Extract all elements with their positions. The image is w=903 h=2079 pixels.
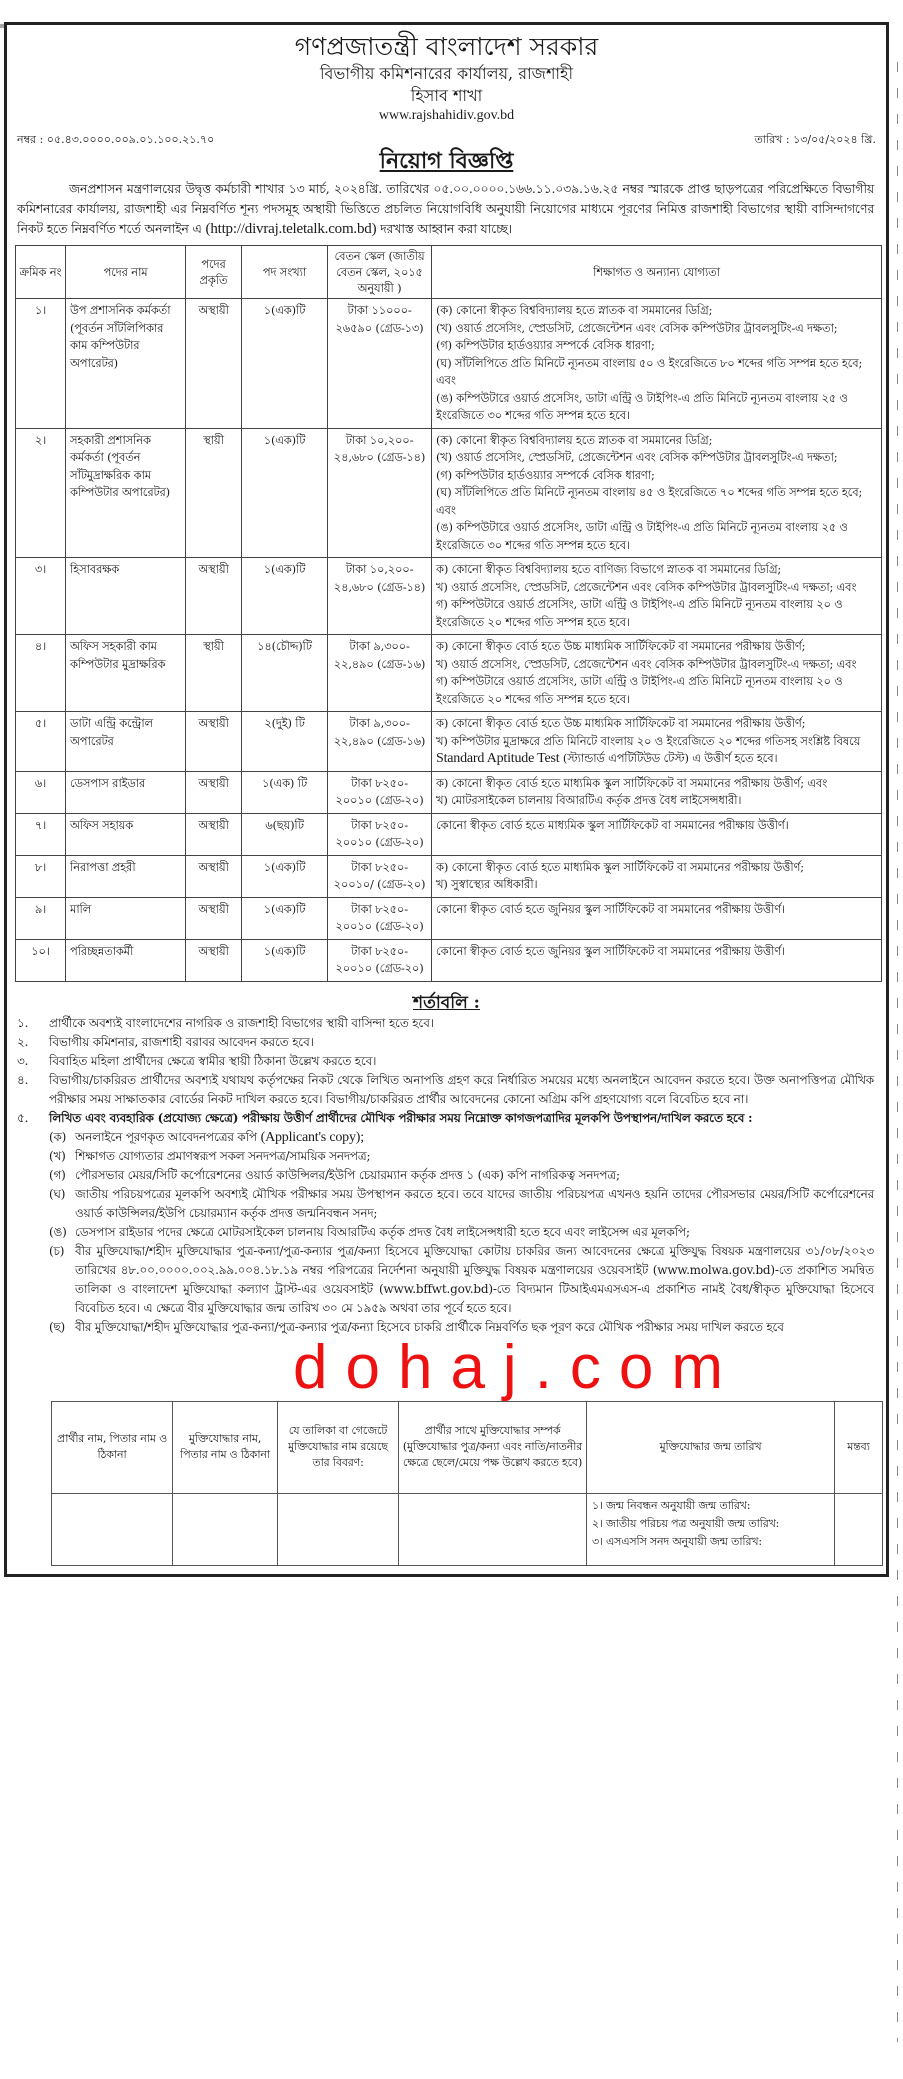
document-text-wrap — [75, 1223, 874, 1242]
qualification-item: কোনো স্বীকৃত বোর্ড হতে মাধ্যমিক স্কুল সার্টিফিকেট বা সমমানের পরীক্ষায় উত্তীর্ণ। — [436, 817, 789, 832]
cell-pay-scale: টাকা ৮২৫০- ২০০১০ (গ্রেড-২০) — [328, 897, 432, 939]
qualification-item: (ক) কোনো স্বীকৃত বিশ্ববিদ্যালয় হতে স্নাতক বা সমমানের ডিগ্রি; — [436, 432, 713, 447]
header-qualification: শিক্ষাগত ও অন্যান্য যোগ্যতা — [432, 246, 882, 299]
cell-pay-scale: টাকা ৯,৩০০- ২২,৪৯০ (গ্রেড-১৬) — [328, 635, 432, 712]
cell-serial: ২। — [16, 428, 66, 558]
condition-text — [49, 1014, 874, 1033]
cell-post-name: ডাটা এন্ট্রি কন্ট্রোল অপারেটর — [66, 712, 186, 772]
document-text-wrap — [75, 1166, 874, 1185]
office-name: বিভাগীয় কমিশনারের কার্যালয়, রাজশাহী — [319, 64, 574, 83]
cell-post-nature: অস্থায়ী — [186, 897, 242, 939]
document-text-english: (Applicant's copy); — [260, 1129, 364, 1145]
cell-post-count: ১(এক)টি — [242, 299, 328, 429]
document-text: পৌরসভার মেয়র/সিটি কর্পোরেশনের ওয়ার্ড কাউন্সিলর/ইউপি চেয়ারম্যান কর্তৃক প্রদত্ত ১ (এক) কপি নাগরিকত্ব সনদপত্র; — [75, 1167, 620, 1182]
required-document-item — [49, 1223, 874, 1242]
qualification-item: (ঙ) কম্পিউটারে ওয়ার্ড প্রসেসিং, ডাটা এন্ট্রি ও টাইপিং-এ প্রতি মিনিটে ন্যূনতম বাংলায় ২৫ ও ইংরেজিতে ৩০ শব্দের গতি সম্পন্ন হতে হবে। — [436, 390, 848, 422]
condition-text — [49, 1052, 874, 1071]
condition-text-body: বিবাহিত মহিলা প্রার্থীদের ক্ষেত্রে স্বামীর স্থায়ী ঠিকানা উল্লেখ করতে হবে। — [49, 1053, 377, 1068]
ff-cell-gazette[interactable] — [278, 1493, 399, 1565]
qualification-item: (ঘ) সাঁটলিপিতে প্রতি মিনিটে ন্যূনতম বাংলায় ৫০ ও ইংরেজিতে ৮০ শব্দের গতি সম্পন্ন হতে হবে; এবং — [436, 355, 863, 387]
cell-pay-scale: টাকা ১০,২০০- ২৪,৬৮০ (গ্রেড-১৪) — [328, 558, 432, 635]
cell-serial: ১০। — [16, 939, 66, 981]
document-text: শিক্ষাগত যোগ্যতার প্রমাণস্বরূপ সকল সনদপত্র/সাময়িক সনদপত্র; — [75, 1148, 371, 1163]
cell-post-name: অফিস সহকারী কাম কম্পিউটার মুদ্রাক্ষরিক — [66, 635, 186, 712]
header-post-count: পদ সংখ্যা — [242, 246, 328, 299]
qualification-item: (ঘ) সাঁটলিপিতে প্রতি মিনিটে ন্যূনতম বাংলায় ৪৫ ও ইংরেজিতে ৭০ শব্দের গতি সম্পন্ন হতে হবে; এবং — [436, 485, 863, 517]
cell-qualification — [432, 299, 882, 429]
cell-qualification — [432, 771, 882, 813]
condition-text-body: বিভাগীয় কমিশনার, রাজশাহী বরাবর আবেদন করতে হবে। — [49, 1034, 314, 1049]
qualification-item: গ) কম্পিউটারে ওয়ার্ড প্রসেসিং, ডাটা এন্ট্রি ও টাইপিং-এ প্রতি মিনিটে ন্যূনতম বাংলায় ২০ ও ইংরেজিতে ২০ শব্দের গতি সম্পন্ন হতে হবে। — [436, 597, 843, 629]
vacancy-row — [16, 428, 882, 558]
document-text: বীর মুক্তিযোদ্ধা/শহীদ মুক্তিযোদ্ধার পুত্র-কন্যা/পুত্র-কন্যার পুত্র/কন্যা হিসেবে মুক্তিযোদ্ধা কোটায় চাকরির জন্য আবেদনের ক্ষেত্রে মুক্তিযুদ্ধ বিষয়ক মন্ত্রণালয়ের ৩১/০৮/২০২৩ তারিখের ৪৮.০০.০০০০.০০২.৯৯.০০৪.১৮.১৯ নম্বর পরিপত্রের নির্দেশনা অনুযায়ী মুক্তিযুদ্ধ বিষয়ক মন্ত্রণালয়ের ওয়েবসাইট (www.molwa.gov.bd)-তে প্রকাশিত সমন্বিত তালিকা ও বাংলাদেশ মুক্তিযোদ্ধা কল্যাণ ট্রাস্ট-এর ওয়েবসাইট (www.bffwt.gov.bd)-তে বিদ্যমান টিআইএমএসএস-এ প্রকাশিত নামই বৈধ/স্বীকৃত মুক্তিযোদ্ধা হিসেবে বিবেচিত হবে। এ ক্ষেত্রে বীর মুক্তিযোদ্ধার জন্ম তারিখ ৩০ মে ১৯৫৯ অথবা তার পূর্বে হতে হবে। — [75, 1243, 874, 1315]
qualification-item: ক) কোনো স্বীকৃত বোর্ড হতে উচ্চ মাধ্যমিক সার্টিফিকেট বা সমমানের পরীক্ষায় উত্তীর্ণ; — [436, 639, 806, 653]
cell-post-count: ১(এক)টি — [242, 428, 328, 558]
cell-qualification — [432, 635, 882, 712]
cell-serial: ৩। — [16, 558, 66, 635]
ff-header-cell: যে তালিকা বা গেজেটে মুক্তিযোদ্ধার নাম রয়েছে তার বিবরণ: — [278, 1401, 399, 1493]
document-label: (ঙ) — [49, 1224, 67, 1239]
watermark-text: dohaj.com — [293, 1332, 742, 1402]
document-label: (খ) — [49, 1148, 66, 1163]
condition-item — [17, 1109, 874, 1128]
cell-post-nature: স্থায়ী — [186, 428, 242, 558]
letterhead — [7, 31, 886, 125]
document-text-wrap — [75, 1242, 874, 1318]
intro-tail: দরখাস্ত আহ্বান করা যাচ্ছে। — [380, 221, 513, 236]
cell-post-name: পরিচ্ছন্নতাকর্মী — [66, 939, 186, 981]
cell-pay-scale: টাকা ৮২৫০- ২০০১০ (গ্রেড-২০) — [328, 771, 432, 813]
document-label: (ক) — [49, 1129, 67, 1144]
cell-post-nature: অস্থায়ী — [186, 813, 242, 855]
required-document-item — [49, 1147, 874, 1166]
qualification-item: (ঙ) কম্পিউটারে ওয়ার্ড প্রসেসিং, ডাটা এন্ট্রি ও টাইপিং-এ প্রতি মিনিটে ন্যূনতম বাংলায় ২৫ ও ইংরেজিতে ৩০ শব্দের গতি সম্পন্ন হতে হবে। — [436, 520, 848, 552]
cell-post-count: ১(এক)টি — [242, 855, 328, 897]
condition-text-body: প্রার্থীকে অবশ্যই বাংলাদেশের নাগরিক ও রাজশাহী বিভাগের স্থায়ী বাসিন্দা হতে হবে। — [49, 1015, 434, 1030]
header-post-nature: পদের প্রকৃতি — [186, 246, 242, 299]
required-document-item — [49, 1128, 874, 1147]
ff-header-cell: মুক্তিযোদ্ধার নাম, পিতার নাম ও ঠিকানা — [173, 1401, 278, 1493]
cell-post-name: হিসাবরক্ষক — [66, 558, 186, 635]
qualification-item: (খ) ওয়ার্ড প্রসেসিং, স্প্রেডসিট, প্রেজেন্টেশন এবং বেসিক কম্পিউটার ট্রাবলসুটিং-এ দক্ষতা; — [436, 450, 838, 464]
birthdate-line: ১। জন্ম নিবন্ধন অনুযায়ী জন্ম তারিখ: — [592, 1498, 751, 1512]
memo-number: নম্বর : ০৫.৪৩.০০০০.০০৯.০১.১০০.২১.৭০ — [17, 133, 215, 146]
qualification-item: ক) কোনো স্বীকৃত বিশ্ববিদ্যালয় হতে বাণিজ্য বিভাগে স্নাতক বা সমমানের ডিগ্রি; — [436, 562, 782, 576]
branch-name: হিসাব শাখা — [410, 86, 483, 105]
condition-item — [17, 1071, 874, 1109]
page-edge-dashes — [897, 62, 898, 2042]
cell-pay-scale: টাকা ৯,৩০০- ২২,৪৯০ (গ্রেড-১৬) — [328, 712, 432, 772]
notice-frame — [4, 22, 889, 1577]
qualification-item: (ক) কোনো স্বীকৃত বিশ্ববিদ্যালয় হতে স্নাতক বা সমমানের ডিগ্রি; — [436, 303, 713, 317]
cell-post-name: অফিস সহায়ক — [66, 813, 186, 855]
ff-header-cell: মন্তব্য — [835, 1401, 883, 1493]
cell-qualification — [432, 855, 882, 897]
aptitude-test-english: Standard Aptitude Test — [436, 751, 560, 766]
qualification-item: খ) কম্পিউটার মুদ্রাক্ষরে প্রতি মিনিটে বাংলায় ২০ ও ইংরেজিতে ২০ শব্দের গতিসহ সংশ্লিষ্ট বিষয়ে Standard Aptitude Test (স্ট্যান্ডার্ড এপটিটিউড টেস্ট) এ উত্তীর্ণ হতে হবে। — [436, 733, 861, 766]
vacancy-row — [16, 299, 882, 429]
condition-number: ৪. — [17, 1072, 29, 1087]
ff-header-cell: প্রার্থীর নাম, পিতার নাম ও ঠিকানা — [52, 1401, 173, 1493]
qualification-item: (গ) কম্পিউটার হার্ডওয়্যার সম্পর্কে বেসিক ধারণা; — [436, 467, 655, 482]
qualification-item: ক) কোনো স্বীকৃত বোর্ড হতে মাধ্যমিক স্কুল সার্টিফিকেট বা সমমানের পরীক্ষায় উত্তীর্ণ; এবং — [436, 775, 828, 790]
cell-post-nature: অস্থায়ী — [186, 712, 242, 772]
intro-text: জনপ্রশাসন মন্ত্রণালয়ের উদ্বৃত্ত কর্মচারী শাখার ১৩ মার্চ, ২০২৪খ্রি. তারিখের ০৫.০০.০০০০.১৬৬.১১.০৩৯.১৬.২৫ নম্বর স্মারকে প্রাপ্ত ছাড়পত্রের পরিপ্রেক্ষিতে বিভাগীয় কমিশনারের কার্যালয়, রাজশাহী এর নিম্নবর্ণিত শূন্য পদসমূহ অস্থায়ী ভিত্তিতে প্রচলিত নিয়োগবিধি অনুযায়ী নিয়োগের মাধ্যমে পূরণের নিমিত্ত রাজশাহী বিভাগের স্থায়ী বাসিন্দাগণের নিকট হতে নিম্নবর্ণিত শর্তে অনলাইন এ — [17, 181, 874, 236]
cell-pay-scale: টাকা ৮২৫০- ২০০১০/ (গ্রেড-২০) — [328, 855, 432, 897]
reference-line — [7, 133, 886, 147]
vacancy-row — [16, 635, 882, 712]
qualification-item: খ) ওয়ার্ড প্রসেসিং, স্প্রেডসিট, প্রেজেন্টেশন এবং বেসিক কম্পিউটার ট্রাবলসুটিং-এ দক্ষতা; এবং — [436, 579, 857, 594]
ff-header-cell: মুক্তিযোদ্ধার জন্ম তারিখ — [587, 1401, 835, 1493]
vacancy-row — [16, 813, 882, 855]
cell-post-count: ১(এক)টি — [242, 558, 328, 635]
vacancy-row — [16, 712, 882, 772]
government-name: গণপ্রজাতন্ত্রী বাংলাদেশ সরকার — [294, 32, 599, 61]
cell-qualification — [432, 897, 882, 939]
qualification-item: (খ) ওয়ার্ড প্রসেসিং, স্প্রেডসিট, প্রেজেন্টেশন এবং বেসিক কম্পিউটার ট্রাবলসুটিং-এ দক্ষতা; — [436, 320, 838, 335]
cell-pay-scale: টাকা ১০,২০০- ২৪,৬৮০ (গ্রেড-১৪) — [328, 428, 432, 558]
condition-item — [17, 1014, 874, 1033]
vacancy-table-header — [16, 246, 882, 299]
document-text-wrap — [75, 1147, 874, 1166]
header-pay-scale: বেতন স্কেল (জাতীয় বেতন স্কেল, ২০১৫ অনুযায়ী ) — [328, 246, 432, 299]
document-label: (চ) — [49, 1243, 65, 1258]
cell-serial: ১। — [16, 299, 66, 429]
cell-post-name: ডেসপাস রাইডার — [66, 771, 186, 813]
required-document-item — [49, 1242, 874, 1318]
condition-text-body: বিভাগীয়/চাকরিরত প্রার্থীদের অবশ্যই যথাযথ কর্তৃপক্ষের নিকট থেকে লিখিত অনাপত্তি গ্রহণ করে নির্ধারিত সময়ের মধ্যে অনলাইনে আবেদন করতে হবে। উক্ত অনাপত্তিপত্র মৌখিক পরীক্ষার সময় সাক্ষাতকার বোর্ডের নিকট দাখিল করতে হবে। বিভাগীয়/চাকরিরত প্রার্থীর আবেদনের কোনো অগ্রিম কপি গ্রহণযোগ্য বলে বিবেচিত হবে না। — [49, 1072, 874, 1106]
condition-item — [17, 1052, 874, 1071]
document-label: (ঘ) — [49, 1186, 66, 1201]
vacancy-row — [16, 558, 882, 635]
condition-item — [17, 1033, 874, 1052]
condition-text-body: লিখিত এবং ব্যবহারিক (প্রযোজ্য ক্ষেত্রে) পরীক্ষায় উত্তীর্ণ প্রার্থীদের মৌখিক পরীক্ষার সময় নিম্নোক্ত কাগজপত্রাদির মূলকপি উপস্থাপন/দাখিল করতে হবে : — [49, 1110, 753, 1125]
cell-qualification — [432, 558, 882, 635]
qualification-item: খ) মোটরসাইকেল চালনায় বিআরটিএ কর্তৃক প্রদত্ত বৈধ লাইসেন্সধারী। — [436, 793, 742, 807]
ff-cell-fighter[interactable] — [173, 1493, 278, 1565]
cell-post-nature: অস্থায়ী — [186, 558, 242, 635]
birthdate-line: ৩। এসএসসি সনদ অনুযায়ী জন্ম তারিখ: — [592, 1534, 762, 1548]
qualification-item: কোনো স্বীকৃত বোর্ড হতে জুনিয়র স্কুল সার্টিফিকেট বা সমমানের পরীক্ষায় উত্তীর্ণ। — [436, 901, 785, 916]
document-text-wrap — [75, 1128, 874, 1147]
conditions-list — [7, 1014, 886, 1337]
cell-qualification — [432, 428, 882, 558]
required-document-item — [49, 1166, 874, 1185]
cell-serial: ৭। — [16, 813, 66, 855]
vacancy-table — [15, 245, 882, 982]
ff-header-cell: প্রার্থীর সাথে মুক্তিযোদ্ধার সম্পর্ক (মুক্তিযোদ্ধার পুত্র/কন্যা এবং নাতি/নাতনীর ক্ষেত্রে ছেলে/মেয়ে পক্ষ উল্লেখ করতে হবে) — [399, 1401, 587, 1493]
document-text: বীর মুক্তিযোদ্ধা/শহীদ মুক্তিযোদ্ধার পুত্র-কন্যা/পুত্র-কন্যার পুত্র/কন্যা হিসেবে চাকরি প্রার্থীকে নিম্নবর্ণিত ছক পূরণ করে মৌখিক পরীক্ষার সময় দাখিল করতে হবে — [75, 1319, 784, 1334]
cell-serial: ৫। — [16, 712, 66, 772]
cell-post-count: ৬(ছয়)টি — [242, 813, 328, 855]
ff-cell-relation[interactable] — [399, 1493, 587, 1565]
qualification-item: কোনো স্বীকৃত বোর্ড হতে জুনিয়র স্কুল সার্টিফিকেট বা সমমানের পরীক্ষায় উত্তীর্ণ। — [436, 943, 785, 958]
qualification-item: খ) ওয়ার্ড প্রসেসিং, স্প্রেডসিট, প্রেজেন্টেশন এবং বেসিক কম্পিউটার ট্রাবলসুটিং-এ দক্ষতা; এবং — [436, 656, 857, 671]
cell-post-nature: অস্থায়ী — [186, 855, 242, 897]
condition-number: ৫. — [17, 1110, 29, 1125]
required-document-item — [49, 1185, 874, 1223]
ff-cell-candidate[interactable] — [52, 1493, 173, 1565]
condition-number: ২. — [17, 1034, 29, 1049]
freedom-fighter-form-table — [51, 1401, 883, 1566]
cell-post-count: ১(এক)টি — [242, 939, 328, 981]
cell-pay-scale: টাকা ১১০০০- ২৬৫৯০ (গ্রেড-১৩) — [328, 299, 432, 429]
cell-post-nature: অস্থায়ী — [186, 771, 242, 813]
watermark-anchor — [7, 1332, 886, 1402]
cell-serial: ৪। — [16, 635, 66, 712]
cell-qualification — [432, 712, 882, 772]
qualification-item: (গ) কম্পিউটার হার্ডওয়্যার সম্পর্কে বেসিক ধারণা; — [436, 338, 655, 352]
vacancy-row — [16, 939, 882, 981]
cell-pay-scale: টাকা ৮২৫০- ২০০১০ (গ্রেড-২০) — [328, 813, 432, 855]
document-text: অনলাইনে পূরণকৃত আবেদনপত্রের কপি — [75, 1129, 257, 1144]
document-label: (গ) — [49, 1167, 66, 1182]
vacancy-row — [16, 897, 882, 939]
condition-text — [49, 1071, 874, 1109]
document-text: জাতীয় পরিচয়পত্রের মূলকপি অবশ্যই মৌখিক পরীক্ষার সময় উপস্থাপন করতে হবে। তবে যাদের জাতীয় পরিচয়পত্র এখনও হয়নি তাদের পৌরসভার মেয়র/সিটি কর্পোরেশনের ওয়ার্ড কাউন্সিলর/ইউপি চেয়ারম্যান কর্তৃক প্রদত্ত জন্মনিবন্ধন সনদ; — [75, 1186, 874, 1220]
document-text: ডেসপাস রাইডার পদের ক্ষেত্রে মোটরসাইকেল চালনায় বিআরটিএ কর্তৃক প্রদত্ত বৈধ লাইসেন্সধারী হতে হবে এবং লাইসেন্স এর মূলকপি; — [75, 1224, 690, 1239]
cell-pay-scale: টাকা ৮২৫০- ২০০১০ (গ্রেড-২০) — [328, 939, 432, 981]
ff-cell-remarks[interactable] — [835, 1493, 883, 1565]
cell-post-nature: অস্থায়ী — [186, 299, 242, 429]
intro-paragraph — [7, 179, 886, 239]
cell-serial: ৯। — [16, 897, 66, 939]
cell-post-count: ১(এক) টি — [242, 771, 328, 813]
cell-post-name: মালি — [66, 897, 186, 939]
header-serial: ক্রমিক নং — [16, 246, 66, 299]
conditions-title: শর্তাবলি : — [413, 992, 480, 1013]
ff-cell-birthdate[interactable] — [587, 1493, 835, 1565]
cell-qualification — [432, 813, 882, 855]
qualification-item: ক) কোনো স্বীকৃত বোর্ড হতে উচ্চ মাধ্যমিক সার্টিফিকেট বা সমমানের পরীক্ষায় উত্তীর্ণ; — [436, 716, 806, 730]
condition-number: ৩. — [17, 1053, 29, 1068]
cell-serial: ৮। — [16, 855, 66, 897]
application-url-link[interactable]: (http://divraj.teletalk.com.bd) — [205, 221, 377, 237]
document-label: (ছ) — [49, 1319, 66, 1334]
vacancy-row — [16, 771, 882, 813]
cell-post-count: ১(এক)টি — [242, 897, 328, 939]
qualification-item: খ) সুস্বাস্থ্যের অধিকারী। — [436, 877, 538, 891]
ff-table-header — [52, 1401, 883, 1493]
cell-post-name: নিরাপত্তা প্রহরী — [66, 855, 186, 897]
cell-post-nature: স্থায়ী — [186, 635, 242, 712]
vacancy-row — [16, 855, 882, 897]
cell-post-name: সহকারী প্রশাসনিক কর্মকর্তা (পূবর্তন সাঁটমুদ্রাক্ষরিক কাম কম্পিউটার অপারেটর) — [66, 428, 186, 558]
condition-text — [49, 1109, 874, 1128]
cell-post-count: ২(দুই) টি — [242, 712, 328, 772]
website-link[interactable]: www.rajshahidiv.gov.bd — [378, 108, 515, 123]
qualification-item: গ) কম্পিউটারে ওয়ার্ড প্রসেসিং, ডাটা এন্ট্রি ও টাইপিং-এ প্রতি মিনিটে ন্যূনতম বাংলায় ২০ ও ইংরেজিতে ২০ শব্দের গতি সম্পন্ন হতে হবে। — [436, 674, 843, 706]
cell-serial: ৬। — [16, 771, 66, 813]
ff-table-row — [52, 1493, 883, 1565]
document-text-wrap — [75, 1185, 874, 1223]
header-post-name: পদের নাম — [66, 246, 186, 299]
qualification-item: ক) কোনো স্বীকৃত বোর্ড হতে মাধ্যমিক স্কুল সার্টিফিকেট বা সমমানের পরীক্ষায় উত্তীর্ণ; — [436, 859, 804, 874]
notice-date: তারিখ : ১৩/০৫/২০২৪ খ্রি. — [754, 133, 876, 146]
condition-number: ১. — [17, 1015, 29, 1030]
cell-post-nature: অস্থায়ী — [186, 939, 242, 981]
condition-text — [49, 1033, 874, 1052]
cell-post-name: উপ প্রশাসনিক কর্মকর্তা (পূবর্তন সাঁটলিপিকার কাম কম্পিউটার অপারেটর) — [66, 299, 186, 429]
cell-qualification — [432, 939, 882, 981]
notice-title: নিয়োগ বিজ্ঞপ্তি — [379, 148, 514, 174]
cell-post-count: ১৪(চৌদ্দ)টি — [242, 635, 328, 712]
birthdate-line: ২। জাতীয় পরিচয় পত্র অনুযায়ী জন্ম তারিখ: — [592, 1516, 780, 1530]
